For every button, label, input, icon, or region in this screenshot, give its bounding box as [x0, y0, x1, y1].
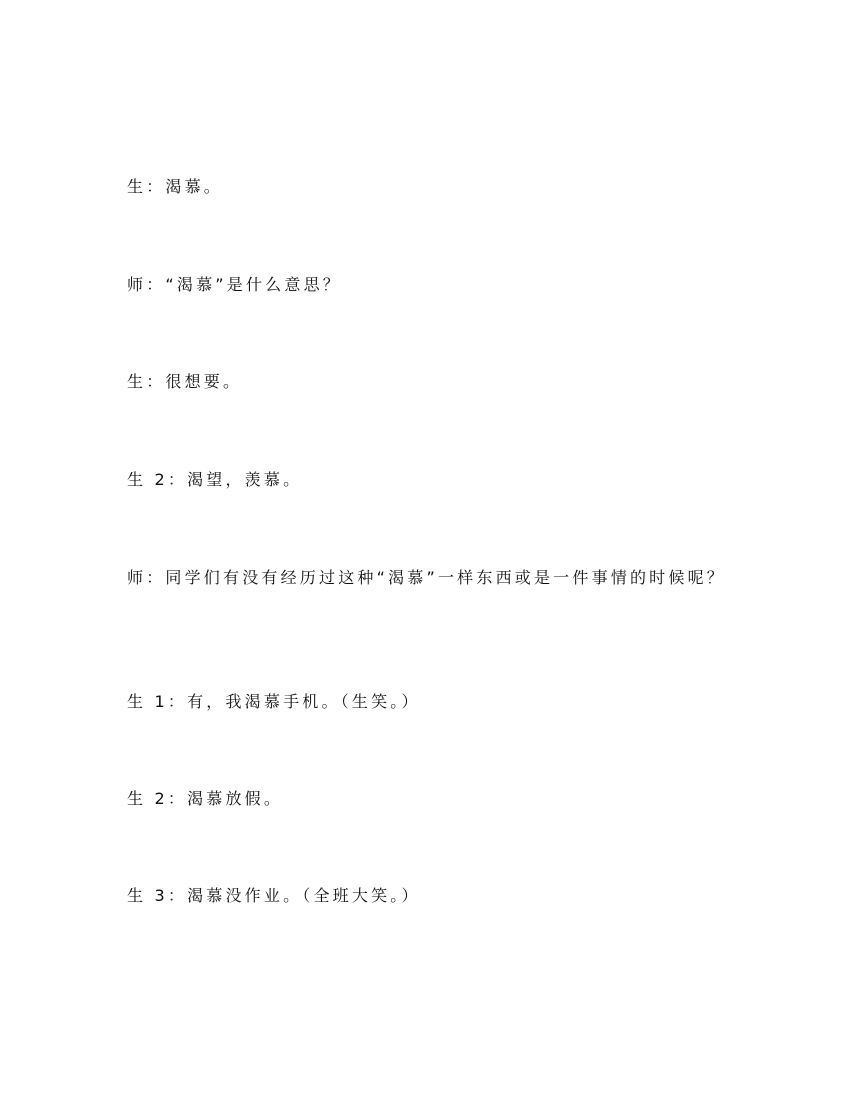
dialogue-line: 师：“渴慕”是什么意思？: [127, 275, 342, 294]
dialogue-line: 生 1：有，我渴慕手机。（生笑。）: [127, 692, 421, 711]
dialogue-line: 生 2：渴望，羡慕。: [127, 470, 303, 489]
dialogue-line: 生：很想要。: [127, 372, 243, 391]
dialogue-line: 师：同学们有没有经历过这种“渴慕”一样东西或是一件事情的时候呢？: [127, 568, 726, 587]
dialogue-line: 生 2：渴慕放假。: [127, 789, 284, 808]
dialogue-line: 生 3：渴慕没作业。（全班大笑。）: [127, 886, 421, 905]
dialogue-line: 生：渴慕。: [127, 177, 224, 196]
